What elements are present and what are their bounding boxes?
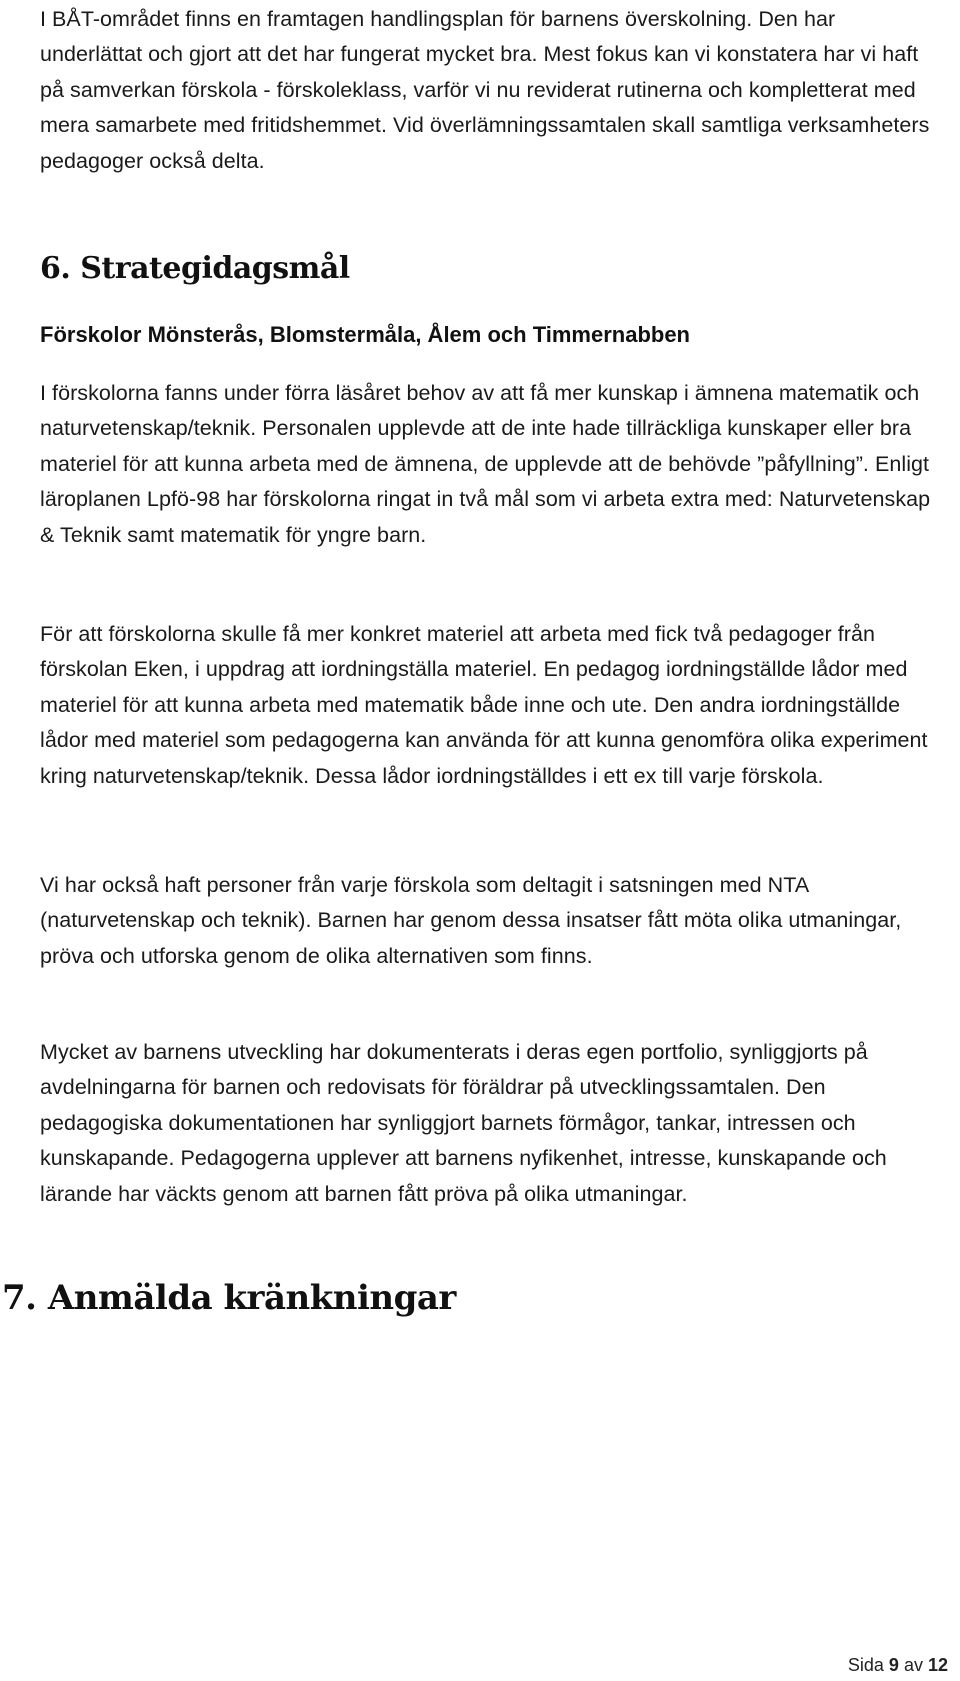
section-6-paragraph-2: För att förskolorna skulle få mer konkret materiel att arbeta med fick två pedagoger från förskolan Eken, i uppdrag att iordningställa materiel. En pedagog iordningställde lådor med materiel för att kunna arbeta med matematik både inne och ute. Den andra iordningställde lådor med materiel som pedagogerna kan använda för att kunna genomföra olika experiment kring naturvetenskap/teknik. Dessa lådor iordningställdes i ett ex till varje förskola. bbox=[40, 622, 928, 788]
current-page-number: 9 bbox=[888, 1655, 899, 1675]
section-6-heading: 6. Strategidagsmål bbox=[40, 251, 350, 286]
section-6-paragraph-3: Vi har också haft personer från varje förskola som deltagit i satsningen med NTA (naturvetenskap och teknik). Barnen har genom dessa insatser fått möta olika utmaningar, pröva och utforska genom de olika alternativen som finns. bbox=[40, 873, 902, 968]
page-footer bbox=[848, 1655, 948, 1676]
page-word: Sida bbox=[847, 1655, 884, 1675]
section-6-paragraph-4: Mycket av barnens utveckling har dokumenterats i deras egen portfolio, synliggjorts på avdelningarna för barnen och redovisats för föräldrar på utvecklingssamtalen. Den pedagogiska dokumentationen har synliggjort barnets förmågor, tankar, intressen och kunskapande. Pedagogerna upplever att barnens nyfikenhet, intresse, kunskapande och lärande har väckts genom att barnen fått pröva på olika utmaningar. bbox=[40, 1040, 887, 1206]
total-pages-number: 12 bbox=[927, 1655, 948, 1675]
of-word: av bbox=[903, 1655, 923, 1675]
section-7-heading: 7. Anmälda kränkningar bbox=[2, 1278, 456, 1318]
section-6-subheading: Förskolor Mönsterås, Blomstermåla, Ålem och Timmernabben bbox=[40, 322, 690, 347]
section-6-paragraph-1: I förskolorna fanns under förra läsåret behov av att få mer kunskap i ämnena matematik och naturvetenskap/teknik. Personalen upplevde att de inte hade tillräckliga kunskaper eller bra materiel för att kunna arbeta med de ämnena, de upplevde att de behövde ”påfyllning”. Enligt läroplanen Lpfö-98 har förskolorna ringat in två mål som vi arbeta extra med: Naturvetenskap & Teknik samt matematik för yngre barn. bbox=[40, 381, 931, 547]
intro-paragraph: I BÅT-området finns en framtagen handlingsplan för barnens överskolning. Den har underlättat och gjort att det har fungerat mycket bra. Mest fokus kan vi konstatera har vi haft på samverkan förskola - förskoleklass, varför vi nu reviderat rutinerna och kompletterat med mera samarbete med fritidshemmet. Vid överlämningssamtalen skall samtliga verksamheters pedagoger också delta. bbox=[40, 7, 930, 173]
